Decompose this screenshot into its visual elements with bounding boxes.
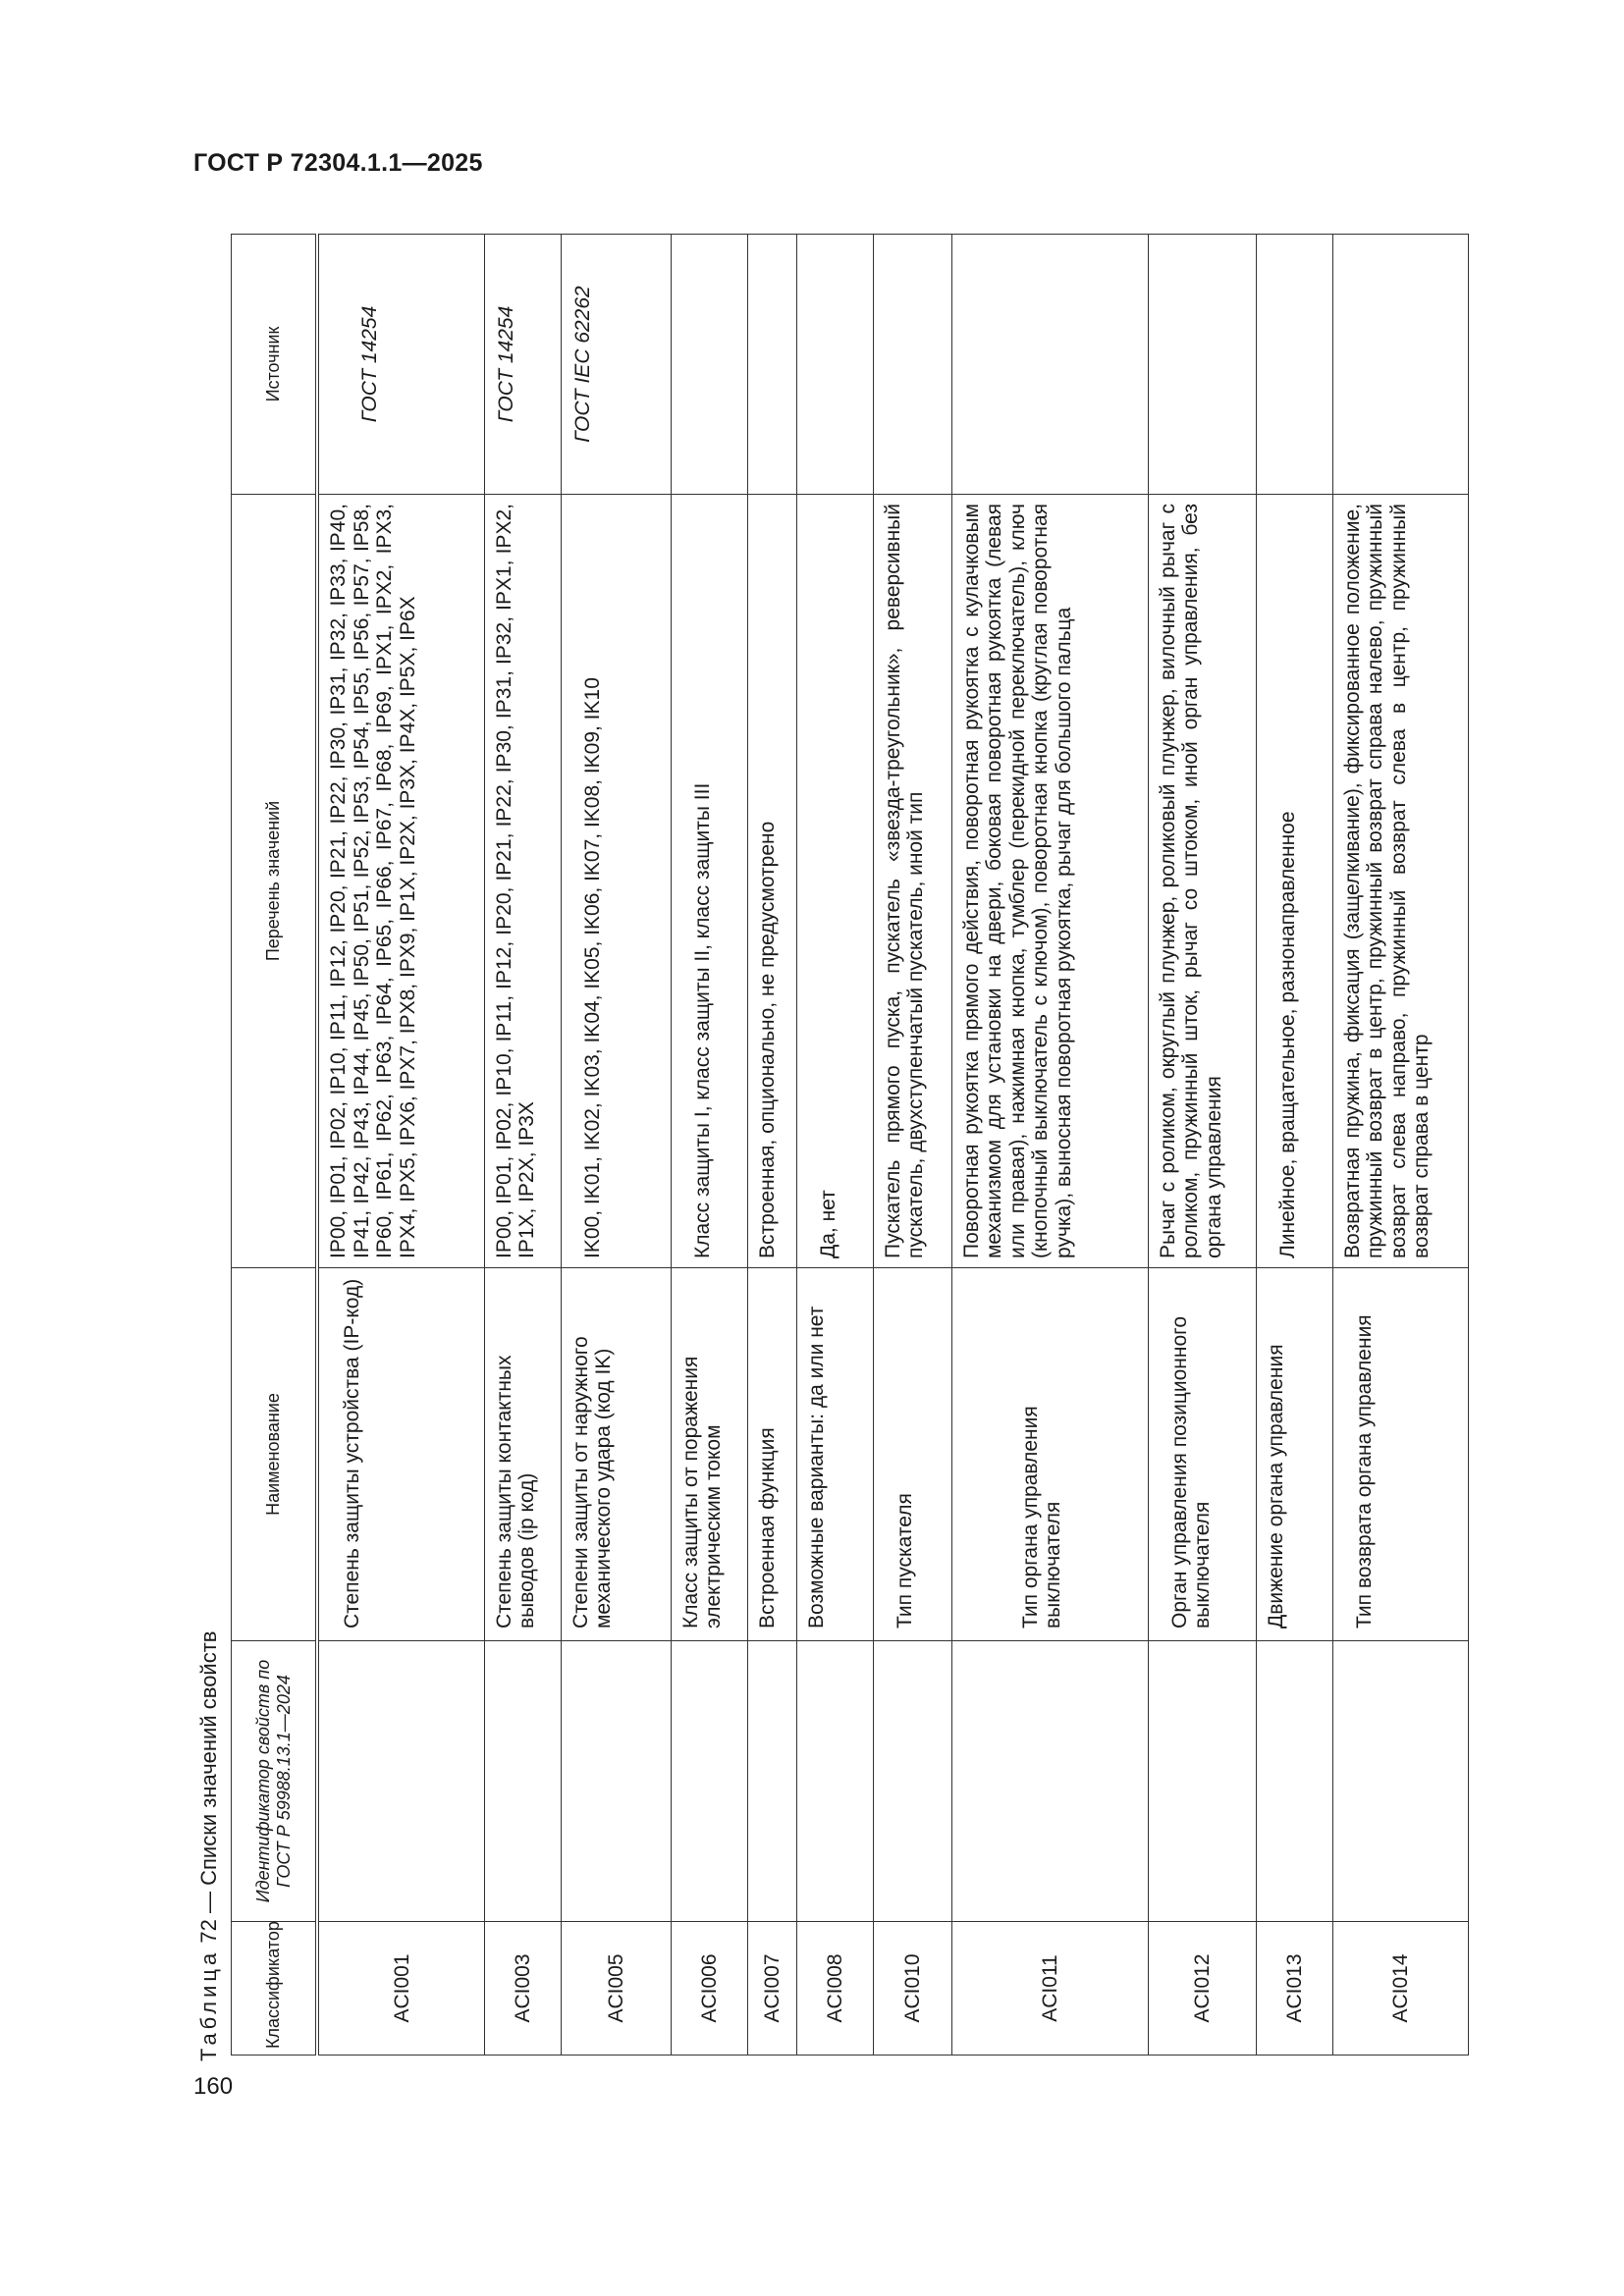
table-row xyxy=(796,235,873,2056)
name-cell: Степень защиты контактных выводов (ip код) xyxy=(484,1268,561,1641)
identifier-cell xyxy=(796,1641,873,1922)
table-row xyxy=(747,235,796,2056)
table-row xyxy=(317,235,484,2056)
document-header: ГОСТ Р 72304.1.1—2025 xyxy=(193,149,483,177)
name-cell: Тип органа управления выключателя xyxy=(951,1268,1148,1641)
classifier-cell: ACI006 xyxy=(671,1922,747,2056)
values-cell: Линейное, вращательное, разнонаправленное xyxy=(1256,495,1332,1268)
table-row xyxy=(561,235,671,2056)
col-header-classifier: Классификатор xyxy=(232,1922,318,2056)
identifier-cell xyxy=(484,1641,561,1922)
property-values-table xyxy=(231,234,1469,2056)
identifier-cell xyxy=(1148,1641,1256,1922)
classifier-cell: ACI011 xyxy=(951,1922,1148,2056)
table-number: 72 xyxy=(196,1919,221,1944)
values-cell: Возвратная пружина, фиксация (защелкивание), фиксированное положение, пружинный возврат в центр, пружинный возврат справа налево, пружинный возврат слева направо, пружинный возврат слева в центр, пружинный возврат справа в центр xyxy=(1332,495,1468,1268)
values-cell: Встроенная, опционально, не предусмотрено xyxy=(747,495,796,1268)
table-row xyxy=(671,235,747,2056)
values-cell: Пускатель прямого пуска, пускатель «звезда-треугольник», реверсивный пускатель, двухступенчатый пускатель, иной тип xyxy=(873,495,951,1268)
source-cell xyxy=(671,235,747,495)
table-label: Таблица xyxy=(196,1949,221,2061)
rotated-table-area xyxy=(193,196,1499,2061)
identifier-cell xyxy=(951,1641,1148,1922)
col-header-name: Наименование xyxy=(232,1268,318,1641)
name-cell: Орган управления позиционного выключателя xyxy=(1148,1268,1256,1641)
name-cell: Встроенная функция xyxy=(747,1268,796,1641)
table-row xyxy=(1148,235,1256,2056)
identifier-cell xyxy=(747,1641,796,1922)
values-cell: IK00, IK01, IK02, IK03, IK04, IK05, IK06, IK07, IK08, IK09, IK10 xyxy=(561,495,671,1268)
name-cell: Возможные варианты: да или нет xyxy=(796,1268,873,1641)
page-number: 160 xyxy=(193,2073,234,2100)
name-cell: Степени защиты от наружного механического удара (код IK) xyxy=(561,1268,671,1641)
values-cell: IP00, IP01, IP02, IP10, IP11, IP12, IP20, IP21, IP22, IP30, IP31, IP32, IP33, IP40, IP41, IP42, IP43, IP44, IP45, IP50, IP51, IP52, IP53, IP54, IP55, IP56, IP57, IP58, IP60, IP61, IP62, IP63, IP64, IP65, IP66, IP67, IP68, IP69, IPX1, IPX2, IPX3, IPX4, IPX5, IPX6, IPX7, IPX8, IPX9, IP1X, IP2X, IP3X, IP4X, IP5X, IP6X xyxy=(317,495,484,1268)
source-cell xyxy=(1148,235,1256,495)
identifier-cell xyxy=(1332,1641,1468,1922)
table-row xyxy=(873,235,951,2056)
classifier-cell: ACI005 xyxy=(561,1922,671,2056)
caption-dash: — xyxy=(196,1885,221,1920)
source-cell xyxy=(1332,235,1468,495)
table-row xyxy=(484,235,561,2056)
values-cell: Рычаг с роликом, округлый плунжер, роликовый плунжер, вилочный рычаг с роликом, пружинный шток, рычаг со штоком, иной орган управления, без органа управления xyxy=(1148,495,1256,1268)
source-cell: ГОСТ IEC 62262 xyxy=(561,235,671,495)
source-cell xyxy=(1256,235,1332,495)
name-cell: Движение органа управления xyxy=(1256,1268,1332,1641)
source-cell: ГОСТ 14254 xyxy=(317,235,484,495)
classifier-cell: ACI010 xyxy=(873,1922,951,2056)
values-cell: Да, нет xyxy=(796,495,873,1268)
values-cell: Класс защиты I, класс защиты II, класс защиты III xyxy=(671,495,747,1268)
table-row xyxy=(951,235,1148,2056)
col-header-values: Перечень значений xyxy=(232,495,318,1268)
identifier-cell xyxy=(317,1641,484,1922)
name-cell: Тип пускателя xyxy=(873,1268,951,1641)
table-caption xyxy=(196,1631,222,2061)
name-cell: Класс защиты от поражения электрическим током xyxy=(671,1268,747,1641)
name-cell: Тип возврата органа управления xyxy=(1332,1268,1468,1641)
classifier-cell: ACI012 xyxy=(1148,1922,1256,2056)
col-header-identifier: Идентификатор свойств по ГОСТ Р 59988.13.1—2024 xyxy=(232,1641,318,1922)
values-cell: IP00, IP01, IP02, IP10, IP11, IP12, IP20, IP21, IP22, IP30, IP31, IP32, IPX1, IPX2, IP1X, IP2X, IP3X xyxy=(484,495,561,1268)
table-row xyxy=(1332,235,1468,2056)
classifier-cell: ACI013 xyxy=(1256,1922,1332,2056)
classifier-cell: ACI014 xyxy=(1332,1922,1468,2056)
identifier-cell xyxy=(1256,1641,1332,1922)
table-header-row xyxy=(232,235,318,2056)
source-cell xyxy=(873,235,951,495)
col-header-source: Источник xyxy=(232,235,318,495)
table-row xyxy=(1256,235,1332,2056)
classifier-cell: ACI001 xyxy=(317,1922,484,2056)
identifier-cell xyxy=(561,1641,671,1922)
source-cell xyxy=(796,235,873,495)
source-cell: ГОСТ 14254 xyxy=(484,235,561,495)
values-cell: Поворотная рукоятка прямого действия, поворотная рукоятка с кулачковым механизмом для установки на двери, боковая поворотная рукоятка (левая или правая), нажимная кнопка, тумблер (перекидной переключатель), ключ (кнопочный выключатель с ключом), поворотная кнопка (круглая поворотная ручка), выносная поворотная рукоятка, рычаг для большого пальца xyxy=(951,495,1148,1268)
source-cell xyxy=(747,235,796,495)
source-cell xyxy=(951,235,1148,495)
identifier-cell xyxy=(671,1641,747,1922)
identifier-cell xyxy=(873,1641,951,1922)
name-cell: Степень защиты устройства (IP-код) xyxy=(317,1268,484,1641)
table-title: Списки значений свойств xyxy=(196,1630,221,1886)
classifier-cell: ACI007 xyxy=(747,1922,796,2056)
classifier-cell: ACI003 xyxy=(484,1922,561,2056)
classifier-cell: ACI008 xyxy=(796,1922,873,2056)
